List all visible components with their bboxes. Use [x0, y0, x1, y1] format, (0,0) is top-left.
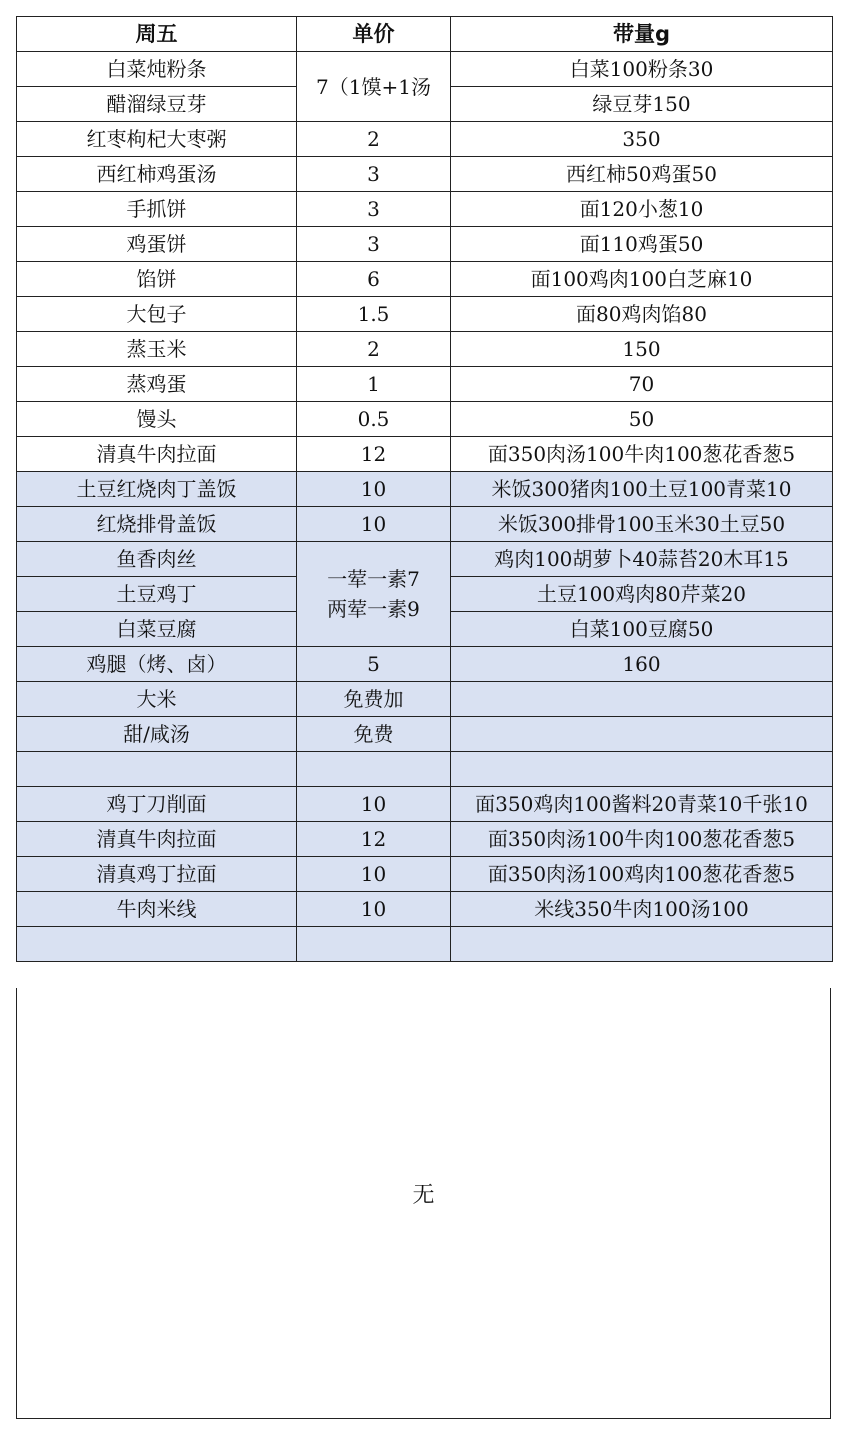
dish-price: 2 — [297, 122, 451, 157]
dish-amount: 350 — [451, 122, 833, 157]
dish-name: 醋溜绿豆芽 — [17, 87, 297, 122]
dish-name: 鱼香肉丝 — [17, 542, 297, 577]
dish-amount: 面350肉汤100鸡肉100葱花香葱5 — [451, 857, 833, 892]
table-row — [17, 297, 833, 332]
dish-name: 白菜豆腐 — [17, 612, 297, 647]
table-row — [17, 857, 833, 892]
table-row — [17, 227, 833, 262]
dish-price: 1.5 — [297, 297, 451, 332]
table-row — [17, 192, 833, 227]
dish-name: 鸡丁刀削面 — [17, 787, 297, 822]
table-row — [17, 507, 833, 542]
dish-price: 3 — [297, 192, 451, 227]
dish-amount: 西红柿50鸡蛋50 — [451, 157, 833, 192]
dish-name: 清真牛肉拉面 — [17, 822, 297, 857]
dish-price: 1 — [297, 367, 451, 402]
dish-name: 土豆鸡丁 — [17, 577, 297, 612]
table-row — [17, 682, 833, 717]
dish-amount: 白菜100豆腐50 — [451, 612, 833, 647]
dish-amount: 面110鸡蛋50 — [451, 227, 833, 262]
dish-amount: 面350肉汤100牛肉100葱花香葱5 — [451, 822, 833, 857]
dish-name: 馅饼 — [17, 262, 297, 297]
dish-name: 大包子 — [17, 297, 297, 332]
table-row — [17, 717, 833, 752]
table-row-empty — [17, 927, 833, 962]
dish-amount: 面350肉汤100牛肉100葱花香葱5 — [451, 437, 833, 472]
dish-amount: 50 — [451, 402, 833, 437]
dish-name: 馒头 — [17, 402, 297, 437]
dish-amount: 70 — [451, 367, 833, 402]
table-row — [17, 787, 833, 822]
dish-name: 鸡蛋饼 — [17, 227, 297, 262]
dish-amount — [451, 682, 833, 717]
dish-amount: 米饭300猪肉100土豆100青菜10 — [451, 472, 833, 507]
dish-amount: 面100鸡肉100白芝麻10 — [451, 262, 833, 297]
table-row — [17, 262, 833, 297]
dish-price: 6 — [297, 262, 451, 297]
dish-name: 清真牛肉拉面 — [17, 437, 297, 472]
dish-price-combo — [297, 542, 451, 647]
dish-price: 12 — [297, 822, 451, 857]
dish-price: 5 — [297, 647, 451, 682]
dish-price: 10 — [297, 507, 451, 542]
dish-amount: 150 — [451, 332, 833, 367]
dish-amount: 面120小葱10 — [451, 192, 833, 227]
dish-price: 10 — [297, 857, 451, 892]
table-row — [17, 542, 833, 577]
dish-amount: 白菜100粉条30 — [451, 52, 833, 87]
price-line: 两荤一素9 — [327, 597, 420, 621]
dish-name: 蒸玉米 — [17, 332, 297, 367]
dish-amount: 米线350牛肉100汤100 — [451, 892, 833, 927]
dish-name: 蒸鸡蛋 — [17, 367, 297, 402]
dish-amount — [451, 927, 833, 962]
table-row — [17, 402, 833, 437]
dish-price: 10 — [297, 787, 451, 822]
dish-name: 西红柿鸡蛋汤 — [17, 157, 297, 192]
dish-name: 手抓饼 — [17, 192, 297, 227]
header-day: 周五 — [17, 17, 297, 52]
table-row-empty — [17, 752, 833, 787]
table-row — [17, 647, 833, 682]
dish-amount — [451, 752, 833, 787]
dish-price: 10 — [297, 472, 451, 507]
dish-name: 清真鸡丁拉面 — [17, 857, 297, 892]
dish-amount: 鸡肉100胡萝卜40蒜苔20木耳15 — [451, 542, 833, 577]
dish-price — [297, 752, 451, 787]
dish-name: 土豆红烧肉丁盖饭 — [17, 472, 297, 507]
table-header-row — [17, 17, 833, 52]
dish-name — [17, 752, 297, 787]
dish-name: 红枣枸杞大枣粥 — [17, 122, 297, 157]
dish-price: 免费 — [297, 717, 451, 752]
dish-amount: 面350鸡肉100酱料20青菜10千张10 — [451, 787, 833, 822]
dish-amount: 绿豆芽150 — [451, 87, 833, 122]
dish-price: 7（1馍+1汤 — [297, 52, 451, 122]
dish-price: 12 — [297, 437, 451, 472]
dish-name: 白菜炖粉条 — [17, 52, 297, 87]
dish-price — [297, 927, 451, 962]
table-row — [17, 822, 833, 857]
dish-name — [17, 927, 297, 962]
dish-name: 甜/咸汤 — [17, 717, 297, 752]
note-box — [16, 988, 831, 1419]
dish-price: 2 — [297, 332, 451, 367]
dish-amount: 土豆100鸡肉80芹菜20 — [451, 577, 833, 612]
table-row — [17, 332, 833, 367]
dish-price: 免费加 — [297, 682, 451, 717]
dish-amount — [451, 717, 833, 752]
dish-name: 大米 — [17, 682, 297, 717]
table-row — [17, 157, 833, 192]
table-row — [17, 472, 833, 507]
header-amount: 带量g — [451, 17, 833, 52]
table-row — [17, 52, 833, 87]
dish-name: 鸡腿（烤、卤） — [17, 647, 297, 682]
note-text: 无 — [412, 1183, 435, 1208]
table-row — [17, 367, 833, 402]
dish-price: 0.5 — [297, 402, 451, 437]
dish-price: 10 — [297, 892, 451, 927]
dish-amount: 米饭300排骨100玉米30土豆50 — [451, 507, 833, 542]
menu-table — [16, 16, 833, 962]
table-row — [17, 122, 833, 157]
dish-price: 3 — [297, 227, 451, 262]
dish-name: 牛肉米线 — [17, 892, 297, 927]
dish-price: 3 — [297, 157, 451, 192]
dish-amount: 160 — [451, 647, 833, 682]
price-line: 一荤一素7 — [327, 567, 420, 591]
table-row — [17, 437, 833, 472]
dish-amount: 面80鸡肉馅80 — [451, 297, 833, 332]
dish-name: 红烧排骨盖饭 — [17, 507, 297, 542]
table-row — [17, 892, 833, 927]
header-price: 单价 — [297, 17, 451, 52]
